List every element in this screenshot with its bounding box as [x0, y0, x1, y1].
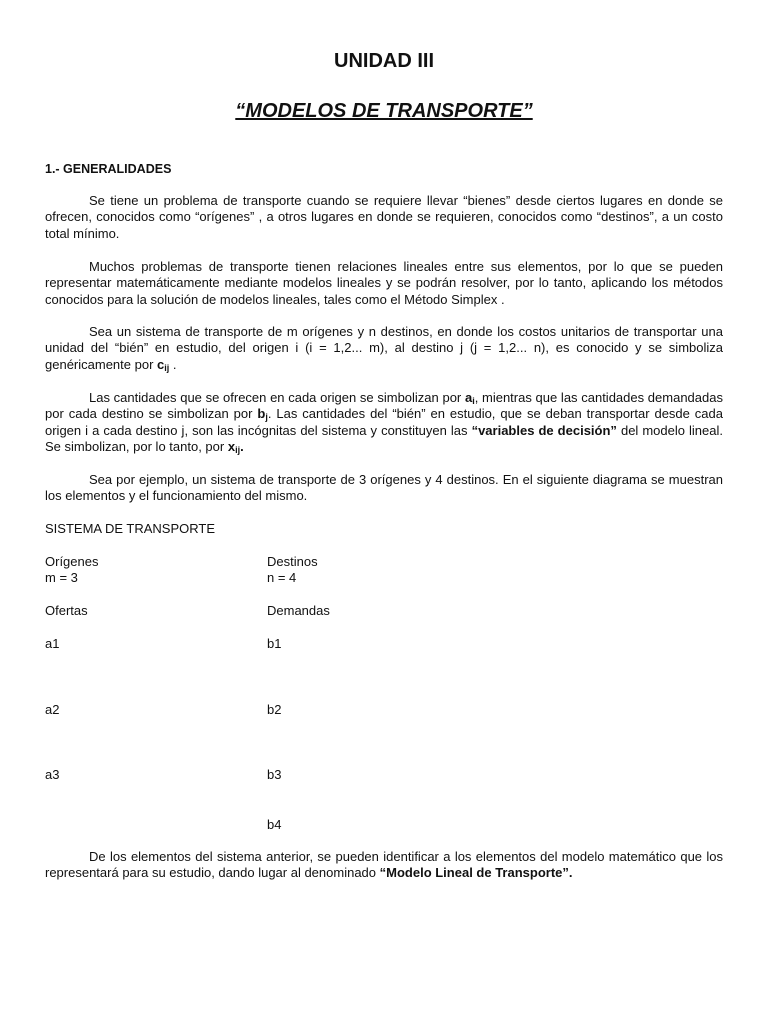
destinations-label: Destinos	[267, 554, 318, 569]
diagram-title: SISTEMA DE TRANSPORTE	[45, 521, 216, 536]
paragraph-definition: Se tiene un problema de transporte cuando se requiere llevar “bienes” desde ciertos lugares en donde se ofrecen, conocidos como “orígenes” , a otros lugares en donde se requieren, conocidos como “destinos”, a un costo total mínimo.	[45, 193, 723, 241]
decision-variables-term: “variables de decisión”	[471, 422, 617, 438]
demands-label: Demandas	[267, 603, 330, 618]
cost-symbol: $c_{ij}$	[157, 356, 170, 373]
offer-symbol: $a_i$	[464, 390, 475, 406]
origins-count: m = 3	[45, 570, 78, 585]
demand-symbol: $b_j$	[257, 406, 268, 423]
unit-title: UNIDAD III	[334, 50, 434, 72]
paragraph-example: Sea por ejemplo, un sistema de transporte de 3 orígenes y 4 destinos. En el siguiente diagrama se muestran los elementos y el funcionamiento del mismo.	[45, 472, 723, 504]
section-heading: 1.- GENERALIDADES	[45, 162, 172, 176]
offer-item: a1	[45, 636, 60, 651]
offer-item: a2	[45, 702, 60, 717]
offers-label: Ofertas	[45, 603, 88, 618]
demand-item: b3	[267, 767, 282, 782]
demand-item: b4	[267, 817, 282, 832]
offer-item: a3	[45, 767, 60, 782]
paragraph-costs: Sea un sistema de transporte de m orígenes y n destinos, en donde los costos unitarios de transportar una unidad del “bién” en estudio, del origen i (i = 1,2... m), al destino j (j = 1,2... n), es conocido y se simboliza genéricamente por $c_{ij}$ .	[45, 324, 723, 373]
demand-item: b2	[267, 702, 282, 717]
paragraph-quantities: Las cantidades que se ofrecen en cada origen se simbolizan por $a_i$, mientras que las cantidades demandadas por cada destino se simbolizan por $b_j$. Las cantidades del “bién” en estudio, que se deban transportar desde cada origen i a cada destino j, son las incógnitas del sistema y constituyen las “variables de decisión” del modelo lineal. Se simbolizan, por lo tanto, por $x_{ij}$.	[45, 390, 723, 456]
paragraph-conclusion: De los elementos del sistema anterior, se pueden identificar a los elementos del modelo matemático que los representará para su estudio, dando lugar al denominado “Modelo Lineal de Transporte”.	[45, 849, 723, 881]
document-title: “MODELOS DE TRANSPORTE”	[235, 100, 533, 122]
linear-model-term: “Modelo Lineal de Transporte”.	[379, 865, 573, 881]
demand-item: b1	[267, 636, 282, 651]
decision-variable-symbol: $x_{ij}$.	[227, 439, 244, 456]
origins-label: Orígenes	[45, 554, 99, 569]
paragraph-linear-relations: Muchos problemas de transporte tienen relaciones lineales entre sus elementos, por lo que se pueden representar matemáticamente mediante modelos lineales y se podrán resolver, por lo tanto, aplicando los métodos conocidos para la solución de modelos lineales, tales como el Método Simplex .	[45, 259, 723, 307]
destinations-count: n = 4	[267, 570, 297, 585]
paragraph-costs-text: Sea un sistema de transporte de m orígenes y n destinos, en donde los costos unitarios de transportar una unidad del “bién” en estudio, del origen i (i = 1,2... m), al destino j (j = 1,2... n), es conocido y se simboliza genéricamente por	[45, 324, 723, 372]
